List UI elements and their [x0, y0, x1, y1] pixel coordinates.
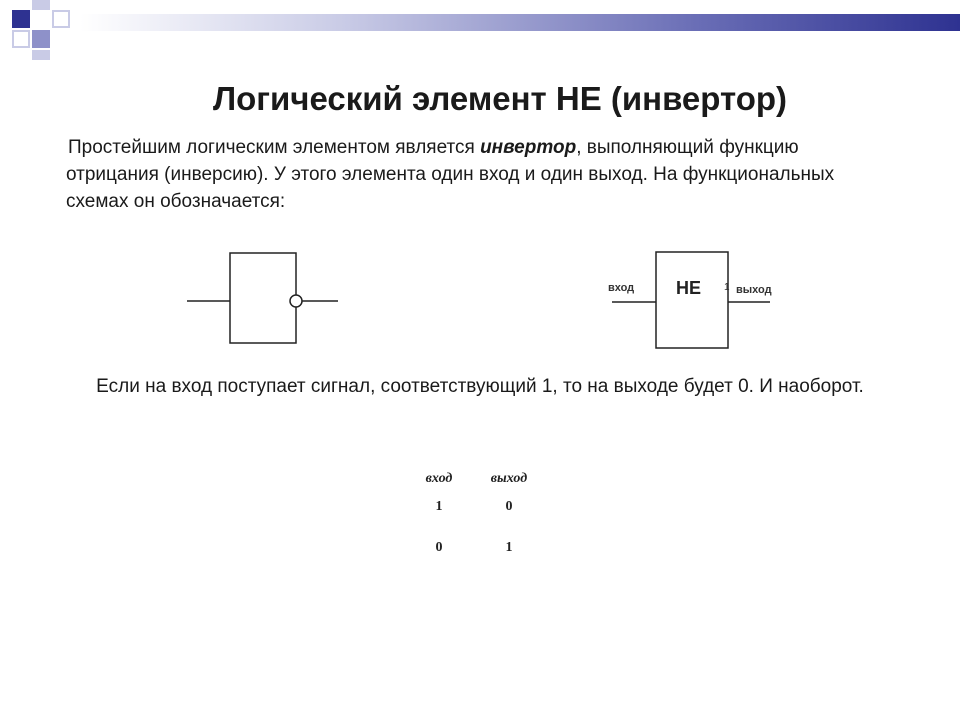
- gate-box: [656, 252, 728, 348]
- table-header-row: [404, 468, 544, 490]
- explanation-paragraph: Если на вход поступает сигнал, соответствующий 1, то на выходе будет 0. И наоборот.: [96, 376, 864, 397]
- table-cell: 1: [505, 540, 513, 555]
- deco-square: [32, 50, 50, 60]
- table-cell: 0: [505, 499, 513, 514]
- gate-label: НЕ: [676, 278, 702, 298]
- intro-term: инвертор: [480, 137, 577, 158]
- intro-text-after: , выполняющий функцию отрицания (инверсию). У этого элемента один вход и один выход. На функциональных схемах он обозначается:: [66, 137, 835, 212]
- deco-square: [32, 30, 50, 48]
- header-decoration: [0, 0, 960, 60]
- table-cell: 1: [435, 499, 443, 514]
- deco-square: [52, 10, 70, 28]
- deco-square: [32, 0, 50, 10]
- output-label: выход: [736, 284, 772, 296]
- ne-gate-diagram: [600, 244, 790, 354]
- inverter-symbol-diagram: [180, 244, 350, 354]
- gate-mark: 1: [724, 282, 730, 293]
- inversion-circle: [290, 295, 302, 307]
- header-input: вход: [425, 471, 453, 486]
- input-label: вход: [608, 282, 635, 294]
- page-title: Логический элемент НЕ (инвертор): [212, 80, 788, 117]
- intro-paragraph: [66, 134, 856, 215]
- header-output: выход: [490, 471, 528, 486]
- table-row: [404, 524, 544, 572]
- gate-box: [230, 253, 296, 343]
- truth-table: [404, 468, 544, 572]
- ne-gate-shape: [600, 244, 790, 354]
- deco-square: [12, 10, 30, 28]
- intro-text-before: Простейшим логическим элементом является: [68, 137, 481, 158]
- table-row: [404, 490, 544, 524]
- deco-square: [12, 30, 30, 48]
- table-cell: 0: [435, 540, 443, 555]
- header-gradient-band: [80, 14, 960, 31]
